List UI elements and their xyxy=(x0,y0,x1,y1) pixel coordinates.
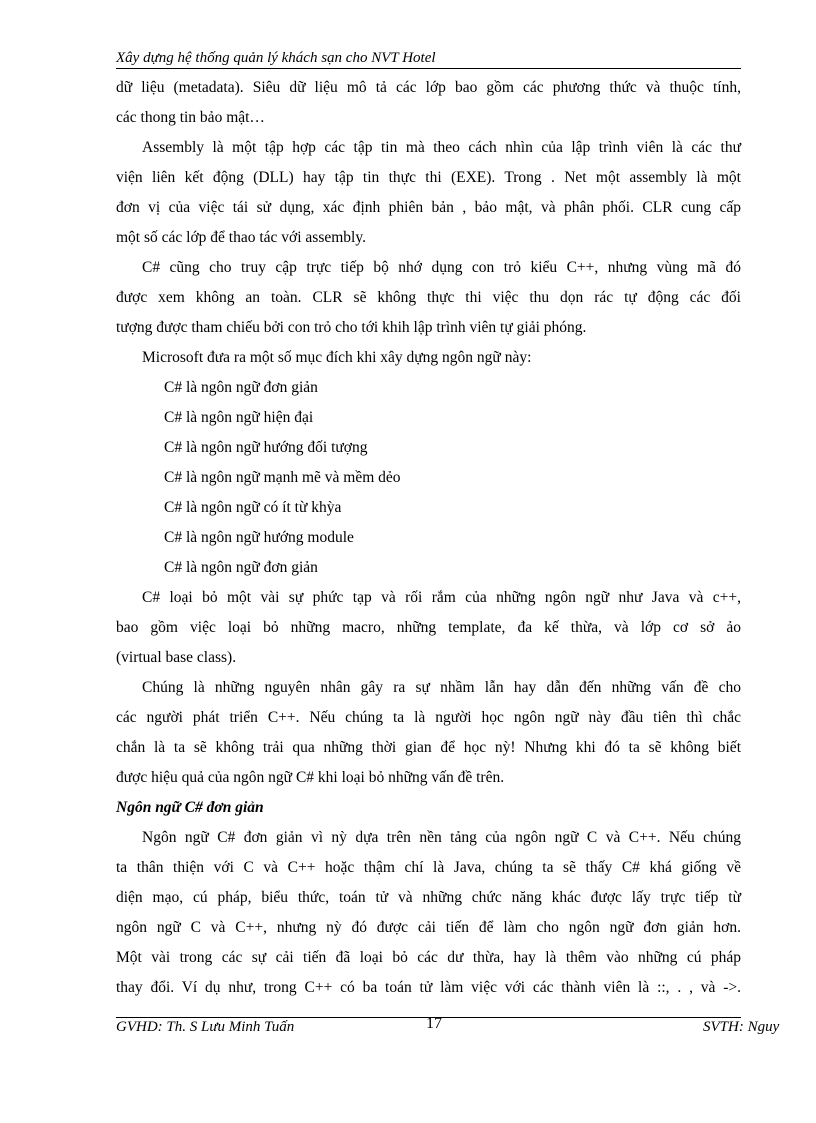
list-item: C# là ngôn ngữ hiện đại xyxy=(164,409,314,426)
body-line: chắn là ta sẽ không trải qua những thời gian để học nỳ! Nhưng khi đó ta sẽ không biết xyxy=(116,739,741,756)
list-item: C# là ngôn ngữ đơn giản xyxy=(164,559,318,576)
body-line: Chúng là những nguyên nhân gây ra sự nhầm lẫn hay dẫn đến những vấn đề cho xyxy=(142,679,741,696)
list-item: C# là ngôn ngữ mạnh mẽ và mềm dẻo xyxy=(164,469,401,486)
section-heading: Ngôn ngữ C# đơn giản xyxy=(116,799,264,816)
body-line: các thong tin bảo mật… xyxy=(116,109,265,126)
header-rule xyxy=(116,68,741,69)
running-header: Xây dựng hệ thống quản lý khách sạn cho NVT Hotel xyxy=(116,50,436,66)
body-line: Microsoft đưa ra một số mục đích khi xây dựng ngôn ngữ này: xyxy=(142,349,532,366)
list-item: C# là ngôn ngữ có ít từ khỳa xyxy=(164,499,342,516)
body-line: diện mạo, cú pháp, biểu thức, toán tử và những chức năng khác được lấy trực tiếp từ xyxy=(116,889,741,906)
page-number: 17 xyxy=(426,1015,442,1032)
body-line: dữ liệu (metadata). Siêu dữ liệu mô tả các lớp bao gồm các phương thức và thuộc tính, xyxy=(116,79,741,96)
body-line: viện liên kết động (DLL) hay tập tin thực thi (EXE). Trong . Net một assembly là một xyxy=(116,169,741,186)
list-item: C# là ngôn ngữ đơn giản xyxy=(164,379,318,396)
body-line: được hiệu quả của ngôn ngữ C# khi loại bỏ những vấn đề trên. xyxy=(116,769,505,786)
body-line: thay đổi. Ví dụ như, trong C++ có ba toán tử làm việc với các thành viên là ::, . , và ->. xyxy=(116,979,741,996)
footer-student: SVTH: Nguy xyxy=(703,1019,780,1035)
body-line: một số các lớp để thao tác với assembly. xyxy=(116,229,366,246)
body-line: C# loại bỏ một vài sự phức tạp và rối rắm của những ngôn ngữ như Java và c++, xyxy=(142,589,741,606)
body-line: bao gồm việc loại bỏ những macro, những template, đa kế thừa, và lớp cơ sở ảo xyxy=(116,619,741,636)
list-item: C# là ngôn ngữ hướng module xyxy=(164,529,354,546)
page-body xyxy=(116,73,741,1003)
body-line: Assembly là một tập hợp các tập tin mà theo cách nhìn của lập trình viên là các thư xyxy=(142,139,741,156)
body-line: C# cũng cho truy cập trực tiếp bộ nhớ dụng con trỏ kiểu C++, nhưng vùng mã đó xyxy=(142,259,741,276)
body-line: Một vài trong các sự cải tiến đã loại bỏ các dư thừa, hay là thêm vào những cú pháp xyxy=(116,949,741,966)
list-item: C# là ngôn ngữ hướng đối tượng xyxy=(164,439,368,456)
body-line: Ngôn ngữ C# đơn giản vì nỳ dựa trên nền tảng của ngôn ngữ C và C++. Nếu chúng xyxy=(142,829,741,846)
body-line: ngôn ngữ C và C++, nhưng nỳ đó được cải tiến để làm cho ngôn ngữ đơn giản hơn. xyxy=(116,919,741,936)
body-line: các người phát triển C++. Nếu chúng ta là người học ngôn ngữ này đầu tiên thì chắc xyxy=(116,709,741,726)
body-line: (virtual base class). xyxy=(116,649,237,666)
body-line: đơn vị của việc tái sử dụng, xác định phiên bản , bảo mật, và phân phối. CLR cung cấp xyxy=(116,199,741,216)
body-line: tượng được tham chiếu bởi con trỏ cho tới khih lập trình viên tự giải phóng. xyxy=(116,319,587,336)
footer-advisor: GVHD: Th. S Lưu Minh Tuấn xyxy=(116,1019,295,1035)
body-line: ta thân thiện với C và C++ hoặc thậm chí là Java, chúng ta sẽ thấy C# khá giống về xyxy=(116,859,741,876)
body-line: được xem không an toàn. CLR sẽ không thực thi việc thu dọn rác tự động các đối xyxy=(116,289,741,306)
